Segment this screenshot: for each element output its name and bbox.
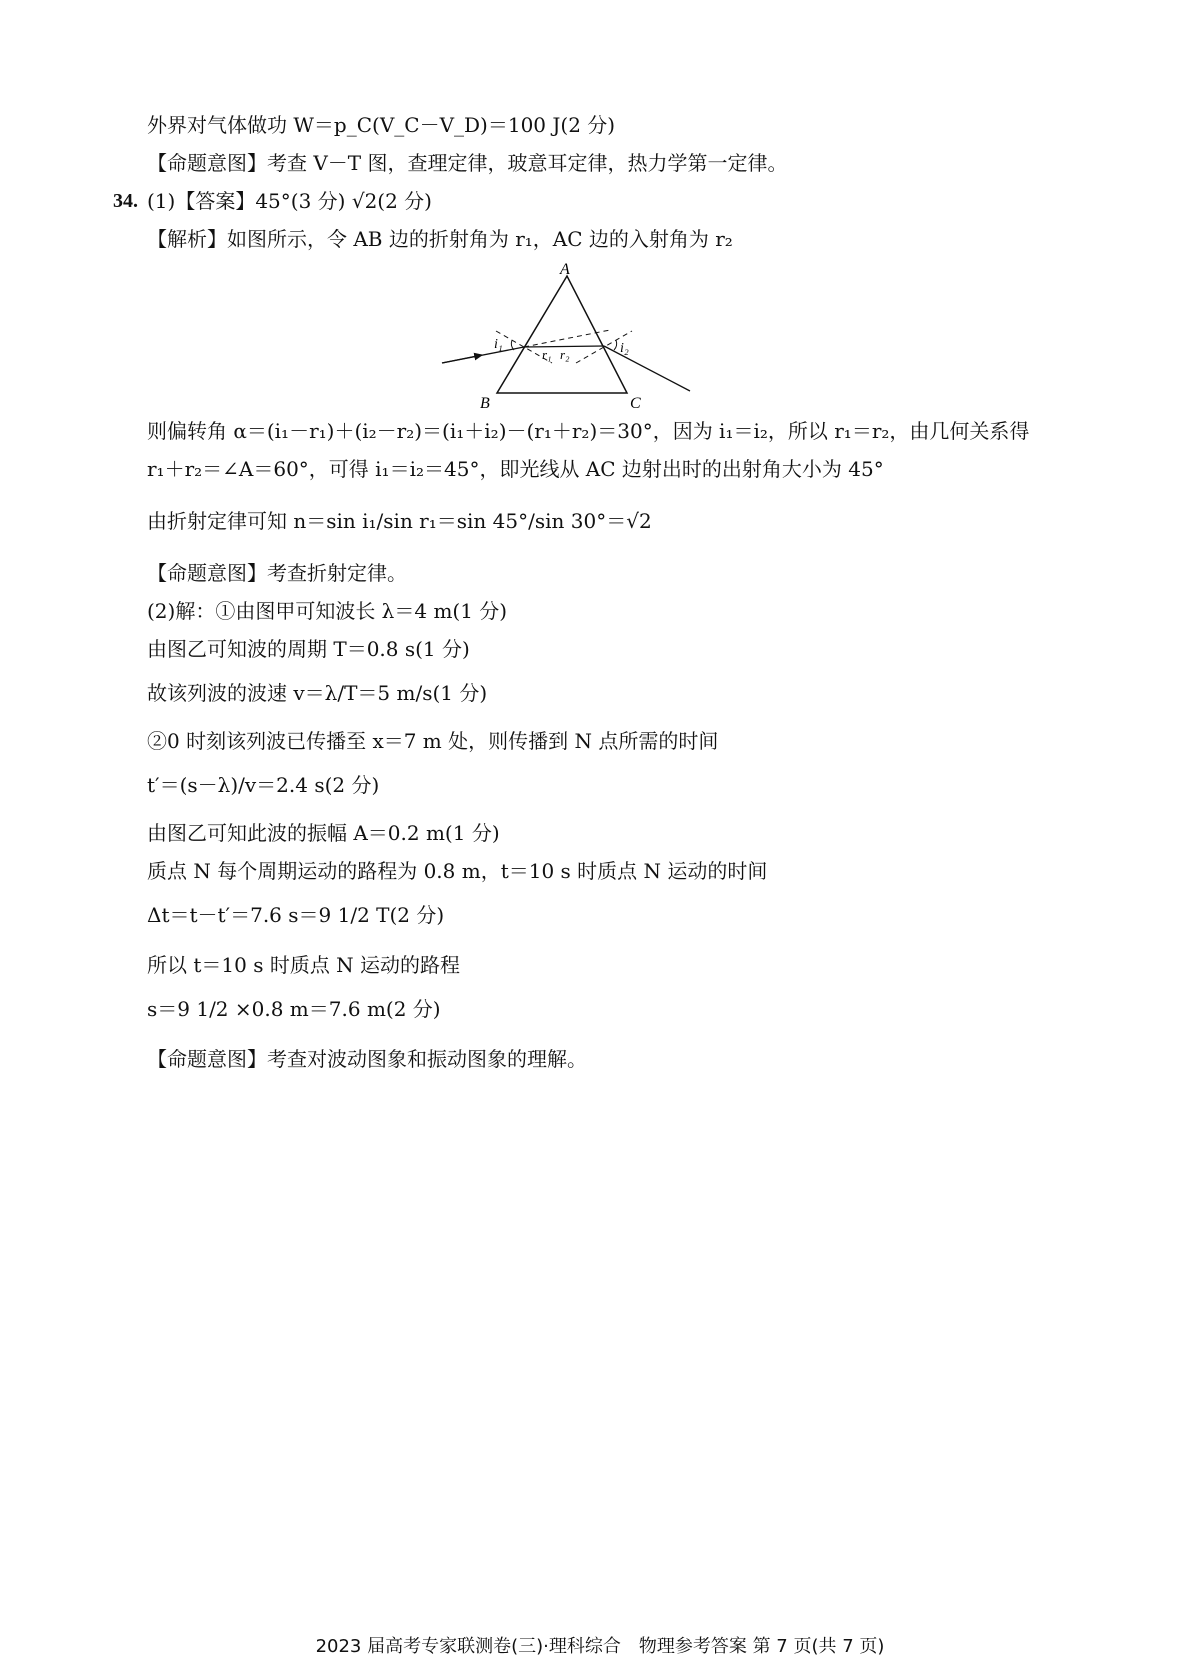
text-line-intent-1: 【命题意图】考查 V－T 图，查理定律，玻意耳定律，热力学第一定律。 (147, 151, 788, 175)
emergent-ray (604, 346, 690, 391)
text-line-period: 由图乙可知波的周期 T＝0.8 s(1 分) (147, 637, 470, 661)
text-line-intent-3: 【命题意图】考查对波动图象和振动图象的理解。 (147, 1047, 587, 1071)
text-line-therefore: 所以 t＝10 s 时质点 N 运动的路程 (147, 953, 461, 977)
text-line-deviation: 则偏转角 α＝(i₁－r₁)＋(i₂－r₂)＝(i₁＋i₂)－(r₁＋r₂)＝30°，因为 i₁＝i₂，所以 r₁＝r₂，由几何关系得 (147, 419, 1030, 443)
incident-extension (524, 330, 610, 347)
label-vertex-c: C (630, 395, 641, 412)
incident-ray-arrow (442, 355, 482, 363)
text-line-path-per-period: 质点 N 每个周期运动的路程为 0.8 m，t＝10 s 时质点 N 运动的时间 (147, 859, 768, 883)
text-line-wavelength: (2)解：①由图甲可知波长 λ＝4 m(1 分) (147, 599, 508, 623)
text-line-propagation: ②0 时刻该列波已传播至 x＝7 m 处，则传播到 N 点所需的时间 (147, 729, 719, 753)
label-vertex-a: A (560, 261, 570, 278)
text-line-amplitude: 由图乙可知此波的振幅 A＝0.2 m(1 分) (147, 821, 500, 845)
label-r2: r₂ (560, 347, 570, 362)
text-line-path: s＝9 1/2 ×0.8 m＝7.6 m(2 分) (147, 997, 441, 1021)
prism-diagram (440, 256, 720, 416)
label-i2: i₂ (620, 341, 629, 356)
text-line-intent-2: 【命题意图】考查折射定律。 (147, 561, 407, 585)
label-i1: i₁ (494, 337, 503, 352)
label-r1: r₁ (542, 347, 552, 362)
angle-arc-i2 (614, 340, 617, 350)
prism-triangle (497, 276, 627, 393)
text-line-geometry: r₁＋r₂＝∠A＝60°，可得 i₁＝i₂＝45°，即光线从 AC 边射出时的出射角大小为 45° (147, 457, 884, 481)
text-line-answer: (1)【答案】45°(3 分) √2(2 分) (147, 189, 432, 213)
text-line-time: t′＝(s－λ)/v＝2.4 s(2 分) (147, 773, 380, 797)
text-line-refraction-law: 由折射定律可知 n＝sin i₁/sin r₁＝sin 45°/sin 30°＝√2 (147, 509, 652, 533)
page-footer: 2023 届高考专家联测卷(三)·理科综合 物理参考答案 第 7 页(共 7 页) (315, 1636, 885, 1657)
text-line-analysis: 【解析】如图所示，令 AB 边的折射角为 r₁，AC 边的入射角为 r₂ (147, 227, 733, 251)
text-line-delta-t: Δt＝t－t′＝7.6 s＝9 1/2 T(2 分) (147, 903, 445, 927)
question-number: 34. (113, 190, 138, 212)
label-vertex-b: B (480, 395, 490, 412)
text-line-speed: 故该列波的波速 v＝λ/T＝5 m/s(1 分) (147, 681, 488, 705)
text-line-work: 外界对气体做功 W＝p_C(V_C－V_D)＝100 J(2 分) (147, 113, 616, 137)
